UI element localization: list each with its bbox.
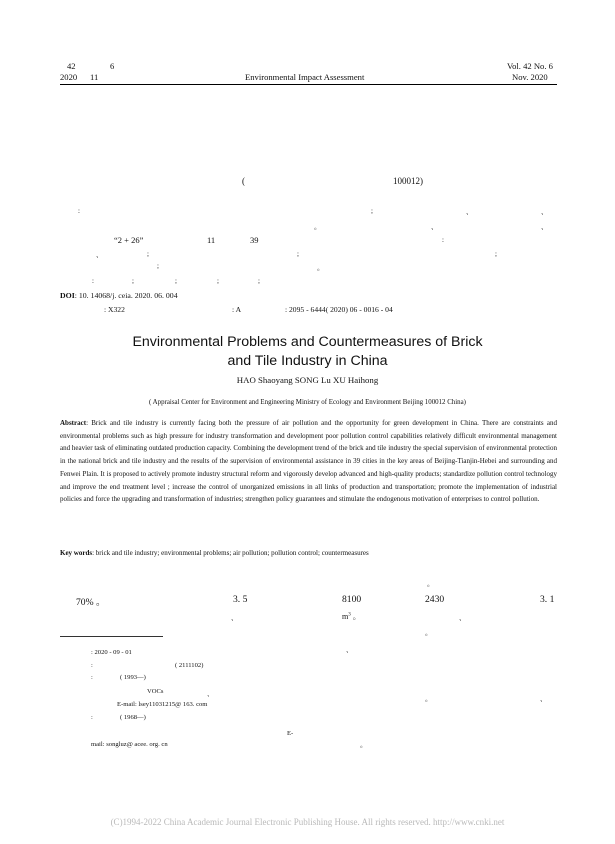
received-date: : 2020 - 09 - 01 bbox=[91, 649, 132, 656]
cn-frag: 、 bbox=[541, 208, 548, 216]
clc-number: : X322 bbox=[104, 305, 125, 314]
cn-frag: 。 bbox=[314, 223, 321, 231]
cn-frag: 、 bbox=[431, 223, 438, 231]
author1-label: : bbox=[91, 674, 93, 681]
abstract-text: : Brick and tile industry is currently facing both the pressure of air pollution and the opportunity for green development in China. There are constraints and environmental problems such as high pressure for industry transformation and development poor pollution control capabilities relatively difficult environmental management and heavier task of eliminating outdated production capacity. Combining the development trend of the brick and tile industry the special supervision of environmental protection in the national brick and tile industry and the results of the supervision of environmental assistance in 39 cities in the key areas of Beijing-Tianjin-Hebei and surrounding and Fenwei Plain. It is proposed to actively promote industry structural reform and vigorously develop advanced and high-quality products; standardize pollution control technology and improve the end treatment level ; increase the control of unorganized emissions in all links of production and transportation; promote the implementation of industrial policies and force the upgrading and transformation of industries; strengthen policy guarantees and stimulate the endogenous motivation of enterprises to control pollution. bbox=[60, 419, 557, 504]
unit-m: m bbox=[342, 612, 349, 621]
doi-label: DOI bbox=[60, 291, 75, 300]
cn-kw-sep: ; bbox=[175, 277, 177, 285]
unit-sup: 3 bbox=[348, 612, 351, 618]
journal-name: Environmental Impact Assessment bbox=[245, 72, 365, 82]
authors-en: HAO Shaoyang SONG Lu XU Haihong bbox=[236, 375, 379, 385]
title-en-line2: and Tile Industry in China bbox=[227, 353, 388, 369]
issue-cn: 6 bbox=[110, 61, 115, 71]
volume-en: Vol. 42 No. 6 bbox=[507, 61, 553, 71]
body-num: 2430 bbox=[425, 594, 445, 605]
body-frag: 。 bbox=[425, 695, 432, 703]
affiliation-cn-postcode: 100012) bbox=[393, 176, 423, 186]
unit-tail: 。 bbox=[350, 612, 361, 621]
body-frag: 、 bbox=[540, 695, 547, 703]
email-prefix: E- bbox=[287, 730, 294, 737]
abstract-label: Abstract bbox=[60, 419, 87, 427]
cn-frag: 11 bbox=[207, 235, 216, 245]
cn-frag: “2 + 26” bbox=[114, 235, 144, 245]
abstract-en bbox=[60, 417, 557, 506]
keywords-en bbox=[60, 549, 369, 557]
body-frag: 。 bbox=[427, 580, 434, 588]
author1-sep: 、 bbox=[207, 691, 214, 698]
author2-email: mail: songluz@ acee. org. cn bbox=[91, 741, 168, 748]
author2-label: : bbox=[91, 714, 93, 721]
doi-value: : 10. 14068/j. ceia. 2020. 06. 004 bbox=[74, 291, 178, 300]
cn-frag: 、 bbox=[541, 223, 548, 231]
body-frag: 。 bbox=[425, 629, 432, 637]
body-num: 70% 。 bbox=[76, 597, 106, 608]
year-cn: 2020 bbox=[60, 72, 78, 82]
cn-kw-sep: ; bbox=[258, 277, 260, 285]
cn-frag: ; bbox=[371, 207, 373, 215]
author1-email: E-mail: lsey11031215@ 163. com bbox=[117, 701, 208, 708]
cn-frag: ; bbox=[495, 250, 497, 258]
cn-frag: 。 bbox=[317, 264, 324, 272]
cn-frag: ; bbox=[157, 262, 159, 270]
body-frag: 、 bbox=[459, 614, 466, 622]
cn-frag: ; bbox=[297, 250, 299, 258]
keywords-label: Key words bbox=[60, 549, 93, 557]
author1-research: VOCs bbox=[147, 688, 164, 695]
affiliation-en: ( Appraisal Center for Environment and Engineering Ministry of Ecology and Environment Beijing 100012 China) bbox=[149, 399, 466, 406]
doi bbox=[60, 291, 178, 300]
copyright-footer: (C)1994-2022 China Academic Journal Electronic Publishing House. All rights reserved. http://www.cnki.net bbox=[110, 817, 505, 827]
cn-frag: ; bbox=[147, 250, 149, 258]
month-cn: 11 bbox=[90, 72, 99, 82]
body-unit bbox=[342, 611, 361, 622]
document-code: : A bbox=[232, 305, 242, 314]
volume-cn: 42 bbox=[67, 61, 76, 71]
cn-frag: 39 bbox=[250, 235, 259, 245]
fund-number: ( 2111102) bbox=[175, 662, 204, 669]
fund-label: : bbox=[91, 662, 93, 669]
title-en-line1: Environmental Problems and Countermeasures of Brick bbox=[132, 334, 483, 350]
cn-abstract-colon: : bbox=[78, 207, 80, 215]
body-num: 8100 bbox=[342, 594, 362, 605]
date-en: Nov. 2020 bbox=[512, 72, 548, 82]
body-num: 3. 5 bbox=[233, 594, 248, 605]
author2-birth: ( 1968—) bbox=[120, 714, 146, 721]
keywords-text: : brick and tile industry; environmental problems; air pollution; pollution control; countermeasures bbox=[92, 549, 369, 557]
body-frag: 、 bbox=[231, 614, 238, 622]
author1-birth: ( 1993—) bbox=[120, 674, 146, 681]
body-frag: 。 bbox=[360, 741, 367, 749]
cn-kw-sep: ; bbox=[217, 277, 219, 285]
body-num: 3. 1 bbox=[540, 594, 555, 605]
footnote-rule bbox=[60, 636, 163, 637]
cn-kw-sep: ; bbox=[132, 277, 134, 285]
affiliation-cn-open: ( bbox=[242, 176, 245, 186]
issn-article-id: : 2095 - 6444( 2020) 06 - 0016 - 04 bbox=[285, 305, 393, 314]
cn-frag: : bbox=[442, 236, 444, 244]
cn-keywords-colon: : bbox=[92, 277, 94, 285]
cn-frag: 、 bbox=[466, 208, 473, 216]
cn-frag: 、 bbox=[96, 251, 103, 259]
header-rule bbox=[60, 84, 557, 85]
body-frag: 、 bbox=[346, 646, 353, 654]
